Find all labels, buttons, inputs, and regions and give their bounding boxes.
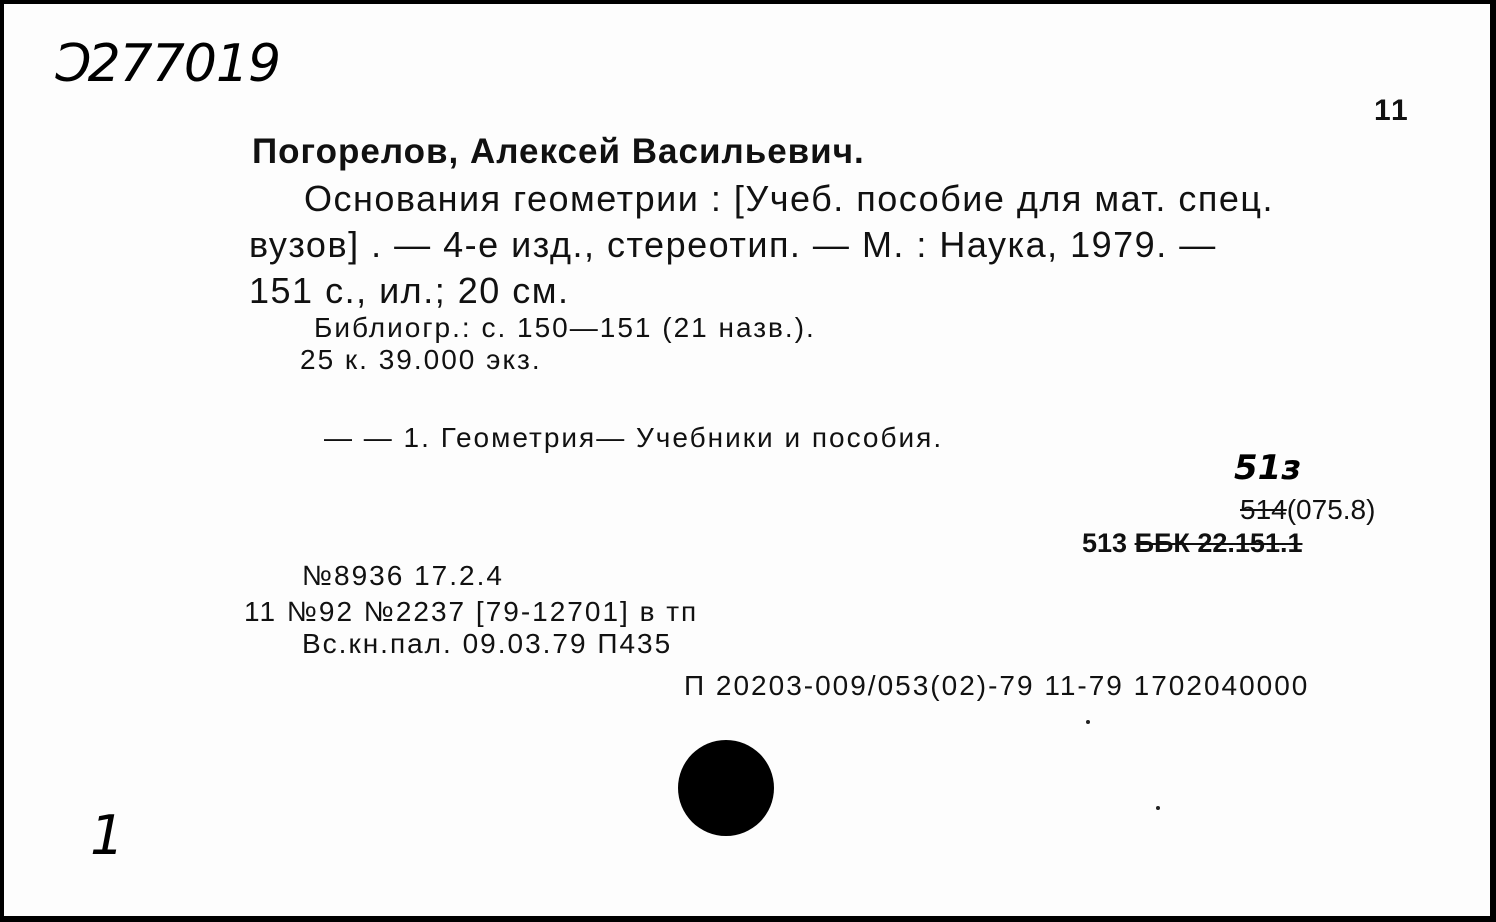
handwritten-number: 1	[90, 804, 125, 867]
speck	[1086, 720, 1090, 724]
punch-hole	[678, 740, 774, 836]
print-code: П 20203-009/053(02)-79 11-79 1702040000	[684, 670, 1310, 701]
title-line-3: 151 с., ил.; 20 см.	[249, 270, 570, 311]
catalog-card	[4, 4, 1490, 916]
corner-mark: 11	[1374, 94, 1410, 127]
bbk-classification	[1082, 528, 1302, 559]
udc-code-rest: (075.8)	[1286, 494, 1376, 525]
udc-struck-code: 514	[1240, 494, 1287, 525]
udc-classification	[1240, 494, 1375, 526]
title-line-1: Основания геометрии : [Учеб. пособие для мат. спец.	[304, 178, 1275, 219]
bbk-struck-code: ББК 22.151.1	[1134, 528, 1303, 558]
author-heading: Погорелов, Алексей Васильевич.	[252, 132, 865, 171]
bibliography-note: Библиогр.: с. 150—151 (21 назв.).	[314, 312, 816, 343]
handwritten-classification: 51з	[1234, 448, 1302, 488]
bbk-prefix: 513	[1082, 528, 1128, 558]
inventory-line-2: 11 №92 №2237 [79-12701] в тп	[244, 596, 699, 627]
speck	[1156, 806, 1160, 810]
handwritten-call-number: Ɔ277019	[52, 34, 281, 94]
subject-heading: — — 1. Геометрия— Учебники и пособия.	[324, 422, 944, 453]
inventory-line-1: №8936 17.2.4	[302, 560, 504, 591]
title-line-2: вузов] . — 4-е изд., стереотип. — М. : Наука, 1979. —	[249, 224, 1217, 265]
inventory-line-3: Вс.кн.пал. 09.03.79 П435	[302, 628, 673, 659]
price-print-run: 25 к. 39.000 экз.	[300, 344, 542, 375]
